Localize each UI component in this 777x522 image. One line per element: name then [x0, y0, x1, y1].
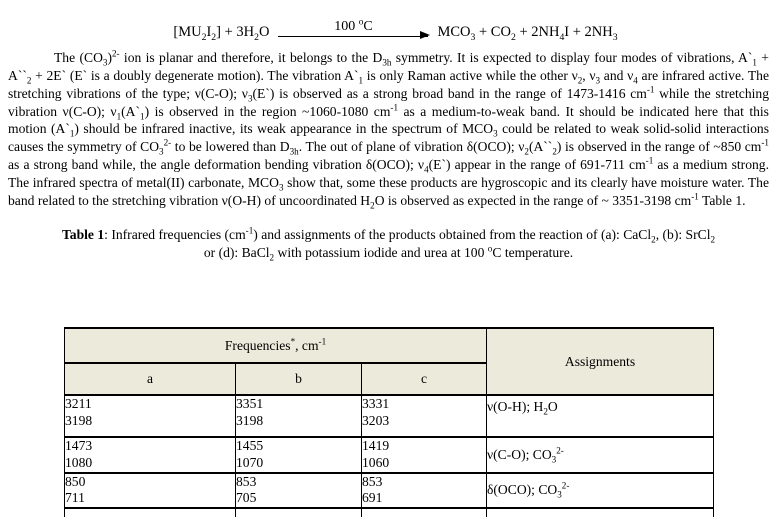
frequency-value: 1419 [362, 438, 390, 453]
frequency-value: 705 [236, 490, 257, 506]
table-header-row-frequencies [65, 328, 714, 363]
frequency-value: 850 [65, 473, 86, 489]
frequency-value: 3198 [65, 412, 93, 428]
frequency-value: 3331 [362, 396, 390, 411]
frequency-value: 1473 [65, 438, 93, 453]
frequency-value: 691 [362, 490, 383, 506]
frequency-value: 3203 [362, 412, 390, 428]
cell-assignment: ν(C-O); $CO_3^{2-}$ [487, 437, 714, 473]
table-row [65, 437, 714, 473]
reaction-arrow-group [278, 19, 428, 42]
cell-b [236, 437, 362, 473]
frequency-value: 3198 [236, 412, 264, 428]
table-cutoff-row [65, 508, 714, 517]
column-header-b: b [236, 363, 362, 395]
reaction-condition: 100 $^o$C [334, 17, 373, 34]
cell-a [65, 395, 236, 437]
cell-c [362, 395, 487, 437]
reaction-equation [0, 5, 777, 42]
frequency-value: 1070 [236, 454, 264, 470]
cell-c [362, 437, 487, 473]
cell-a [65, 437, 236, 473]
frequency-value: 1455 [236, 438, 264, 453]
frequency-value: 853 [236, 473, 257, 489]
assignments-column-header: Assignments [487, 328, 714, 395]
cell-b [236, 473, 362, 509]
cell-a [65, 473, 236, 509]
frequency-value: 853 [362, 473, 383, 489]
table-caption [0, 226, 777, 262]
column-header-a: a [65, 363, 236, 395]
reaction-products: $MCO_3 + CO_2 + 2NH_4I + 2NH_3$ [437, 24, 618, 43]
table-row [65, 395, 714, 437]
table-row [65, 473, 714, 509]
frequency-value: 1060 [362, 454, 390, 470]
column-header-c: c [362, 363, 487, 395]
frequency-value: 1080 [65, 454, 93, 470]
frequency-value: 711 [65, 490, 85, 506]
frequency-value: 3211 [65, 396, 92, 411]
cell-c [362, 473, 487, 509]
cell-assignment: ν(O-H); $H_2O$ [487, 395, 714, 437]
table-caption-line2: or (d): BaCl$_2$ with potassium iodide and urea at 100 $^o$C temperature. [203, 243, 574, 263]
frequency-value: 3351 [236, 396, 264, 411]
right-arrow-icon [278, 36, 428, 37]
table-caption-line1: Table 1: Infrared frequencies $(cm^{-1})$ and assignments of the products obtained from the reaction of (a): CaCl$_2$, (b): SrCl$_2$ [61, 225, 716, 245]
frequencies-table [64, 327, 714, 517]
cell-assignment: δ(OCO); $CO_3^{2-}$ [487, 473, 714, 509]
cell-b [236, 395, 362, 437]
frequencies-column-group-header: Frequencies*, $cm^{-1}$ [65, 328, 487, 363]
body-paragraph: The $(CO_3)^{2-}$ ion is planar and therefore, it belongs to the $D_{3h}$ symmetry. It is expected to display four modes of vibrations, $A`_1$ + $A``_2$ + 2E` (E` is a doubly degenerate motion). The vibration $A`_1$ is only Raman active while the other $\nu_2$, $\nu_3$ and $\nu_4$ are infrared active. The stretching vibrations of the type; ν(C-O); $\nu_3(E`)$ is observed as a strong broad band in the range of 1473-1416 $cm^{-1}$ while the stretching vibration ν(C-O); $\nu_1(A`_1)$ is observed in the region ~1060-1080 $cm^{-1}$ as a medium-to-weak band. It should be indicated here that this motion $(A`_1)$ should be infrared inactive, its weak appearance in the spectrum of $MCO_3$ could be related to weak solid-solid interactions causes the symmetry of $CO_3^{2-}$ to be lowered than $D_{3h}$. The out of plane of vibration δ(OCO); $\nu_2(A``_2)$ is observed in the range of ~850 $cm^{-1}$ as a strong band while, the angle deformation bending vibration δ(OCO); $\nu_4(E`)$ appear in the range of 691-711 $cm^{-1}$ as a medium strong. The infrared spectra of metal(II) carbonate, $MCO_3$ show that, some these products are hygroscopic and its clearly have moisture water. The band related to the stretching vibration ν(O-H) of uncoordinated $H_2O$ is observed as expected in the range of ~ 3351-3198 $cm^{-1}$ Table 1. [8, 48, 770, 211]
reaction-reactants: $[MU_2I_2] + 3H_2O$ [173, 24, 270, 43]
